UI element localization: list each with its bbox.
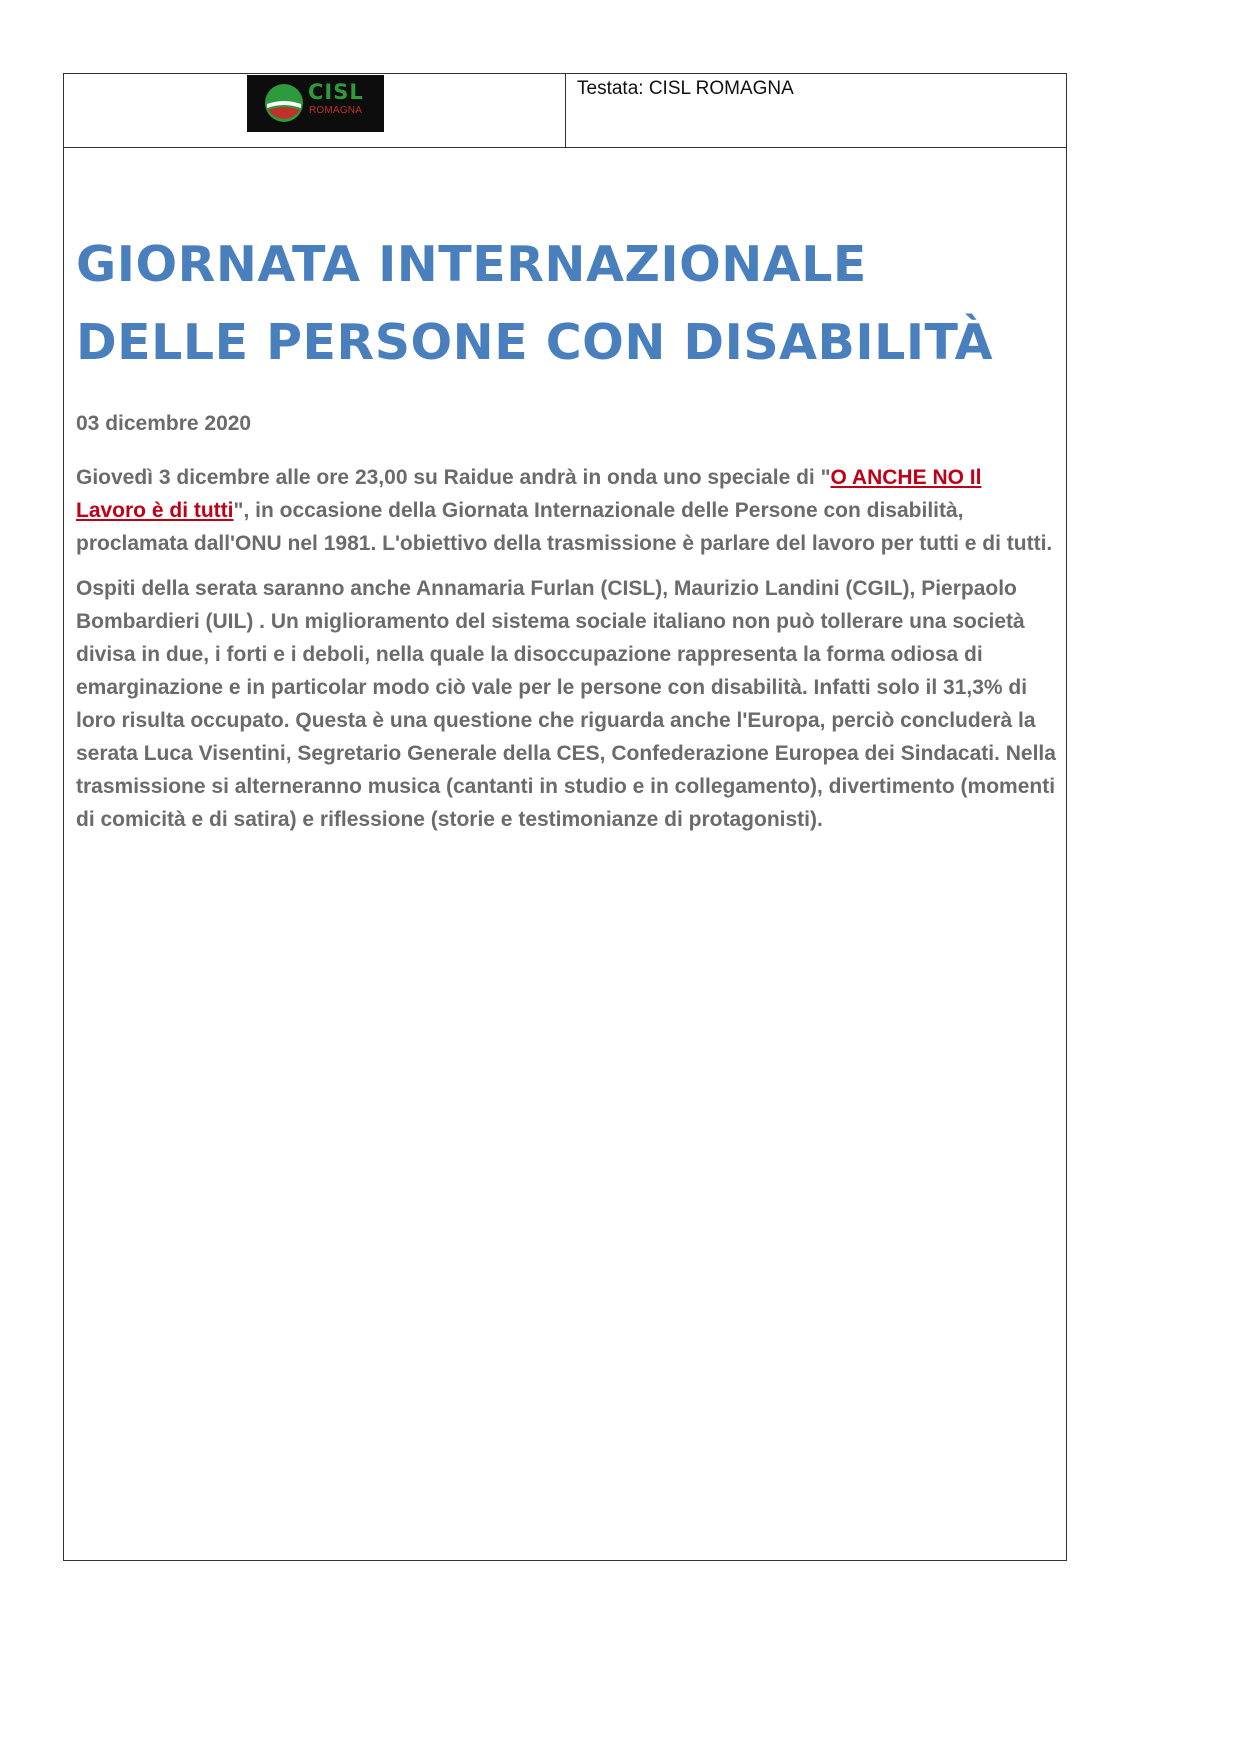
article-date: 03 dicembre 2020 — [76, 412, 252, 435]
paragraph-1 — [76, 461, 1056, 560]
paragraph-1-rest: ", in occasione della Giornata Internazionale delle Persone con disabilità, proclamata dall'ONU nel 1981. L'obiettivo della trasmissione è parlare del lavoro per tutti e di tutti. — [76, 499, 1053, 555]
header-divider — [565, 74, 566, 148]
article-title: GIORNATA INTERNAZIONALE DELLE PERSONE CON DISABILITÀ — [76, 236, 994, 371]
cisl-logo-icon — [264, 83, 304, 123]
cisl-logo — [247, 75, 384, 132]
paragraph-2: Ospiti della serata saranno anche Annamaria Furlan (CISL), Maurizio Landini (CGIL), Pierpaolo Bombardieri (UIL) . Un miglioramento del sistema sociale italiano non può tollerare una società divisa in due, i forti e i deboli, nella quale la disoccupazione rappresenta la forma odiosa di emarginazione e in particolar modo ciò vale per le persone con disabilità. Infatti solo il 31,3% di loro risulta occupato. Questa è una questione che riguarda anche l'Europa, perciò concluderà la serata Luca Visentini, Segretario Generale della CES, Confederazione Europea dei Sindacati. Nella trasmissione si alterneranno musica (cantanti in studio e in collegamento), divertimento (momenti di comicità e di satira) e riflessione (storie e testimonianze di protagonisti). — [76, 577, 1056, 831]
document-header — [64, 74, 1066, 148]
document-frame — [63, 73, 1067, 1561]
article-body — [76, 461, 1056, 848]
paragraph-1-intro: Giovedì 3 dicembre alle ore 23,00 su Raidue andrà in onda uno speciale di " — [76, 466, 831, 489]
logo-subtitle: ROMAGNA — [309, 105, 363, 116]
logo-wordmark: CISL — [308, 80, 364, 104]
program-link[interactable]: O ANCHE NO Il Lavoro è di tutti — [76, 466, 982, 522]
masthead-label: Testata: CISL ROMAGNA — [577, 78, 794, 99]
